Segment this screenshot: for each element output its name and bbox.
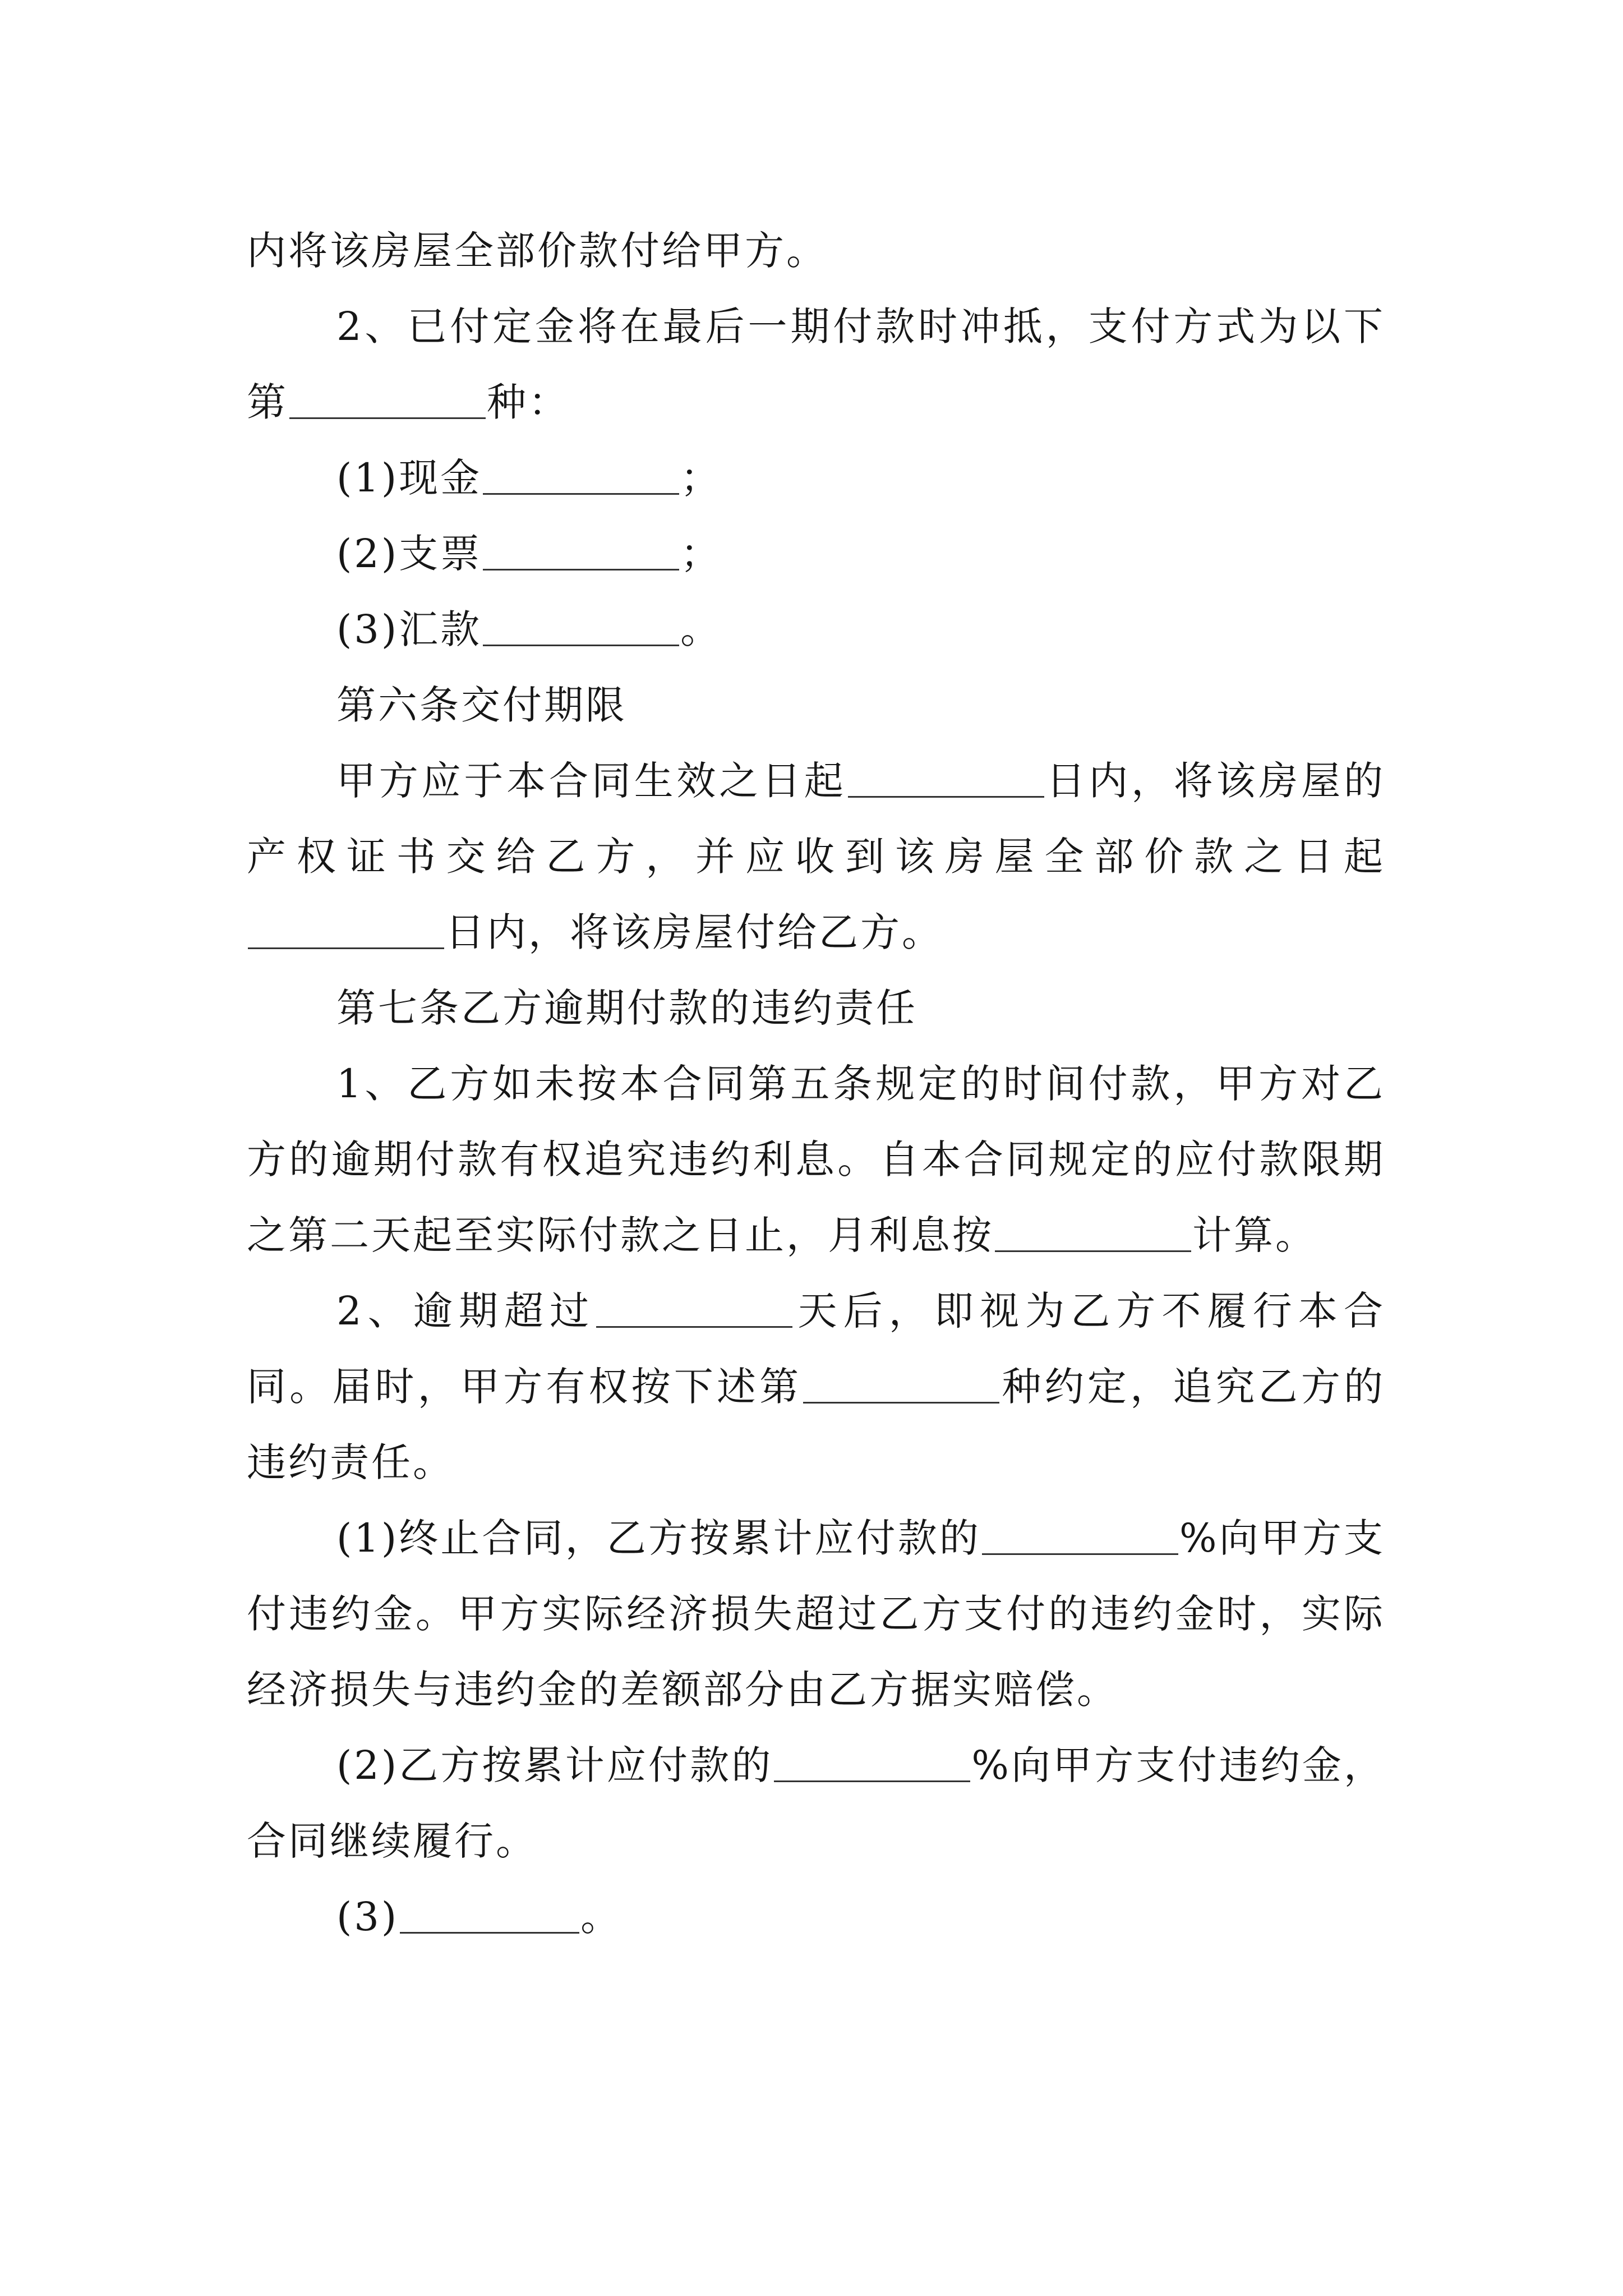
option-cash: (1)现金 ； bbox=[336, 455, 722, 501]
paragraph-overdue: 2、逾期超过 天后，即视为乙方不履行本合同。届时，甲方有权按下述第 种约定，追究乙方的违约责任。 bbox=[247, 1288, 1386, 1485]
option-other: (3) 。 bbox=[336, 1894, 623, 1940]
option-terminate: (1)终止合同，乙方按累计应付款的 %向甲方支付违约金。甲方实际经济损失超过乙方支付的违约金时，实际经济损失与违约金的差额部分由乙方据实赔偿。 bbox=[247, 1515, 1386, 1713]
blank-field bbox=[483, 605, 679, 646]
blank-field bbox=[596, 1287, 792, 1328]
option-remittance: (3)汇款 。 bbox=[336, 606, 722, 652]
blank-field bbox=[483, 454, 679, 495]
option-continue: (2)乙方按累计应付款的 %向甲方支付违约金，合同继续履行。 bbox=[247, 1742, 1386, 1864]
blank-field bbox=[995, 1211, 1191, 1252]
section-heading: 第六条交付期限 bbox=[336, 682, 627, 728]
blank-field bbox=[289, 378, 486, 419]
paragraph-late-interest: 1、乙方如未按本合同第五条规定的时间付款，甲方对乙方的逾期付款有权追究违约利息。自本合同规定的应付款限期之第二天起至实际付款之日止，月利息按 计算。 bbox=[247, 1061, 1385, 1258]
paragraph-delivery: 甲方应于本合同生效之日起 日内，将该房屋的产权证书交给乙方，并应收到该房屋全部价款之日起日内，将该房屋付给乙方。 bbox=[247, 758, 1386, 955]
blank-field bbox=[774, 1741, 970, 1782]
blank-field bbox=[483, 530, 679, 570]
blank-field bbox=[400, 1893, 579, 1934]
paragraph-continuation: 内将该房屋全部价款付给甲方。 bbox=[247, 228, 828, 274]
contract-page bbox=[247, 213, 1385, 1955]
option-check: (2)支票 ； bbox=[336, 531, 722, 577]
paragraph-payment-method: 2、已付定金将在最后一期付款时冲抵，支付方式为以下第 种： bbox=[247, 303, 1385, 425]
blank-field bbox=[248, 908, 444, 949]
blank-field bbox=[848, 757, 1044, 798]
blank-field bbox=[982, 1514, 1178, 1555]
blank-field bbox=[803, 1363, 999, 1404]
section-heading: 第七条乙方逾期付款的违约责任 bbox=[336, 985, 917, 1031]
